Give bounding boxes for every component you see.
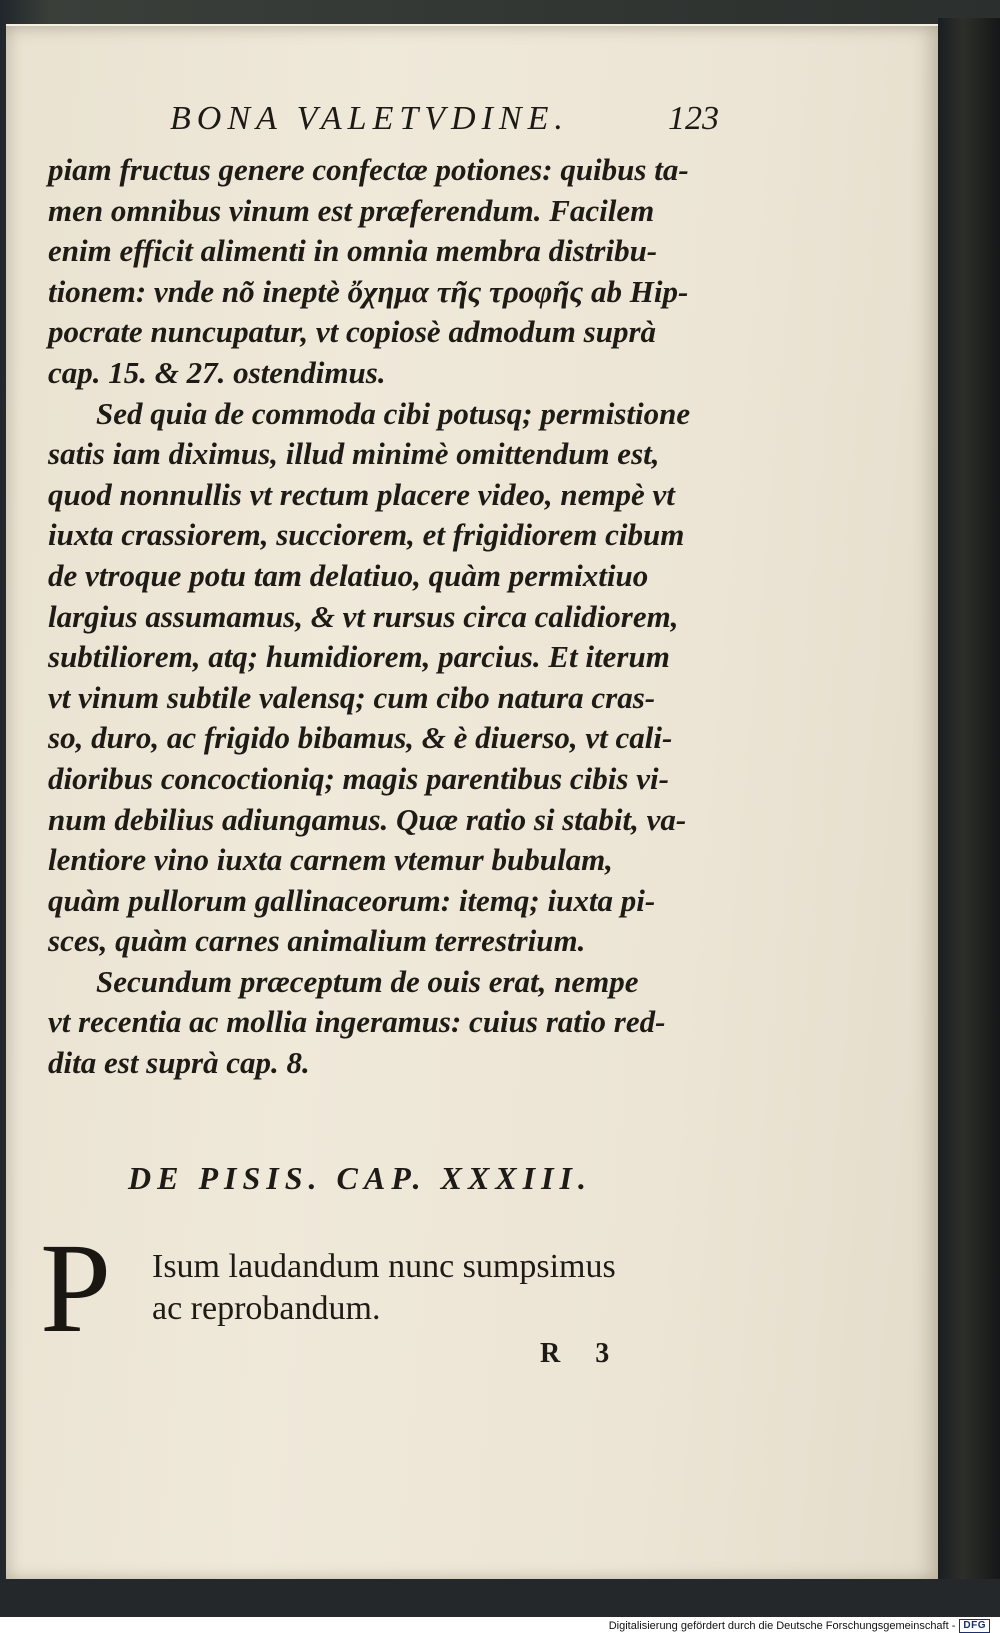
text-line: Sed quia de commoda cibi potusq; permistione	[96, 395, 691, 431]
text-line: cap. 15. & 27. ostendimus.	[48, 354, 386, 390]
text-line: num debilius adiungamus. Quæ ratio si stabit, va-	[48, 801, 687, 837]
opening-line: ac reprobandum.	[152, 1290, 381, 1327]
running-head: BONA VALETVDINE.	[170, 100, 569, 137]
text-line: vt vinum subtile valensq; cum cibo natura cras-	[48, 679, 656, 715]
text-line: dioribus concoctioniq; magis parentibus cibis vi-	[48, 760, 669, 796]
footer-credit-text: Digitalisierung gefördert durch die Deutsche Forschungsgemeinschaft -	[608, 1619, 956, 1632]
page-number: 123	[668, 100, 719, 137]
text-line: pocrate nuncupatur, vt copiosè admodum suprà	[48, 314, 657, 350]
text-line: enim efficit alimenti in omnia membra distribu-	[48, 233, 658, 269]
text-line: Secundum præceptum de ouis erat, nempe	[96, 963, 639, 999]
dfg-logo: DFG	[959, 1619, 990, 1633]
text-line: iuxta crassiorem, succiorem, et frigidiorem cibum	[48, 517, 685, 553]
text-line: sces, quàm carnes animalium terrestrium.	[48, 923, 586, 959]
text-line: quàm pullorum gallinaceorum: itemq; iuxta pi-	[48, 882, 656, 918]
signature-mark: R 3	[540, 1338, 624, 1369]
text-line: vt recentia ac mollia ingeramus: cuius ratio red-	[48, 1004, 666, 1040]
book-gutter	[938, 18, 1000, 1593]
opening-line: Isum laudandum nunc sumpsimus	[152, 1248, 616, 1285]
text-line: de vtroque potu tam delatiuo, quàm permixtiuo	[48, 557, 649, 593]
text-line: lentiore vino iuxta carnem vtemur bubulam,	[48, 842, 613, 878]
text-line: quod nonnullis vt rectum placere video, nempè vt	[48, 476, 675, 512]
text-line: subtiliorem, atq; humidiorem, parcius. Et iterum	[48, 639, 670, 675]
scan-bottom-edge	[0, 1579, 1000, 1617]
drop-cap-initial: P	[40, 1217, 112, 1359]
body-text	[48, 150, 718, 1084]
text-line: so, duro, ac frigido bibamus, & è diuerso, vt cali-	[48, 720, 673, 756]
text-line: satis iam diximus, illud minimè omittendum est,	[48, 436, 660, 472]
text-line: dita est suprà cap. 8.	[48, 1045, 310, 1081]
text-line: tionem: vnde nõ ineptè ὄχημα τῆς τροφῆς ab Hip-	[48, 273, 689, 309]
text-line: piam fructus genere confectæ potiones: quibus ta-	[48, 152, 689, 187]
footer-credit	[609, 1618, 990, 1633]
text-line: men omnibus vinum est præferendum. Facilem	[48, 192, 655, 228]
chapter-opening	[152, 1246, 712, 1330]
chapter-heading: DE PISIS. CAP. XXXIII.	[128, 1160, 592, 1196]
text-line: largius assumamus, & vt rursus circa calidiorem,	[48, 598, 679, 634]
